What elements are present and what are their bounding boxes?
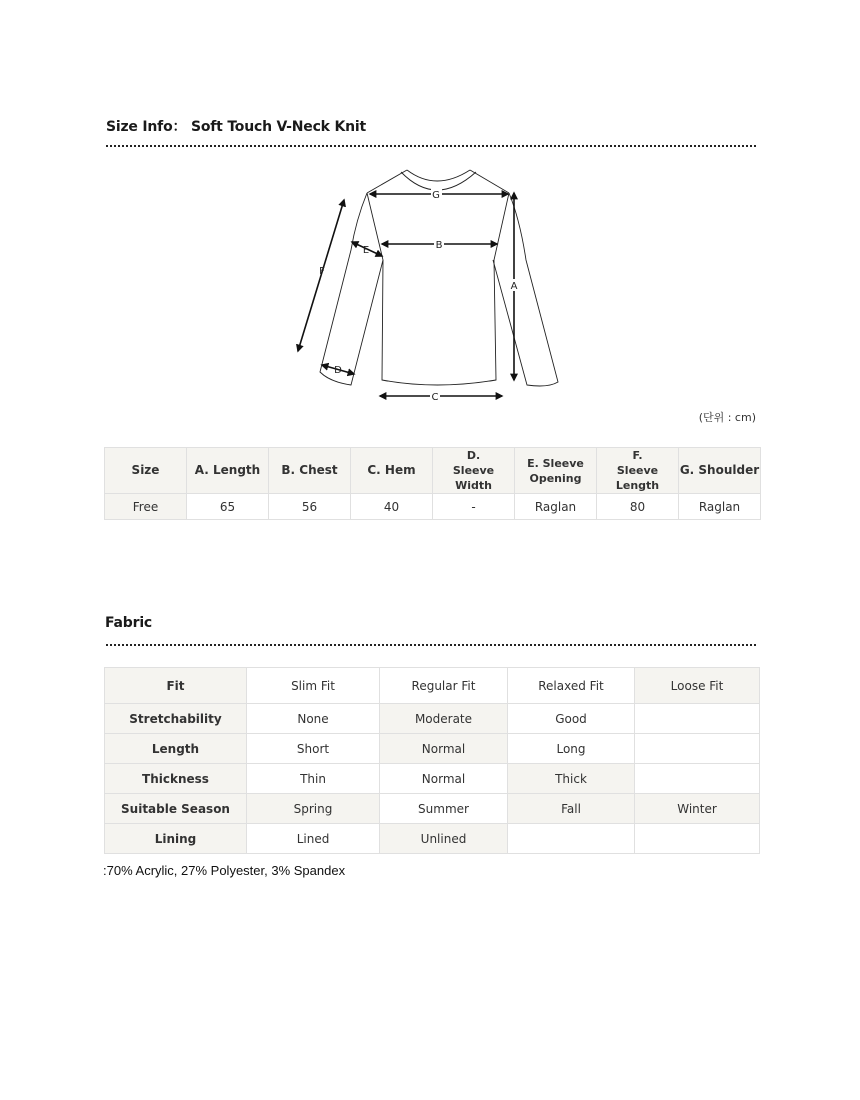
fabric-label-stretchability: Stretchability <box>105 704 247 734</box>
header-sleeve-length: F. Sleeve Length <box>597 448 679 494</box>
stretch-option-good: Good <box>508 704 635 734</box>
cell-size: Free <box>105 494 187 520</box>
fabric-label-fit: Fit <box>105 668 247 704</box>
thickness-option-thick-selected: Thick <box>508 764 635 794</box>
header-sleeve-opening: E. Sleeve Opening <box>515 448 597 494</box>
cell-sleeve-opening: Raglan <box>515 494 597 520</box>
garment-measurement-diagram <box>290 160 570 410</box>
season-option-spring-selected: Spring <box>247 794 380 824</box>
size-table <box>104 447 761 520</box>
fabric-row-length <box>105 734 760 764</box>
season-option-fall-selected: Fall <box>508 794 635 824</box>
cell-hem: 40 <box>351 494 433 520</box>
fabric-title: Fabric <box>105 615 153 631</box>
table-row <box>105 494 761 520</box>
length-option-long: Long <box>508 734 635 764</box>
header-length: A. Length <box>187 448 269 494</box>
fabric-row-fit <box>105 668 760 704</box>
fit-option-regular: Regular Fit <box>380 668 508 704</box>
fabric-label-season: Suitable Season <box>105 794 247 824</box>
fabric-row-season <box>105 794 760 824</box>
fit-option-loose-selected: Loose Fit <box>635 668 760 704</box>
length-option-normal-selected: Normal <box>380 734 508 764</box>
header-size: Size <box>105 448 187 494</box>
cell-length: 65 <box>187 494 269 520</box>
stretch-option-empty <box>635 704 760 734</box>
season-option-summer: Summer <box>380 794 508 824</box>
fabric-label-thickness: Thickness <box>105 764 247 794</box>
length-option-short: Short <box>247 734 380 764</box>
label-f: F <box>319 266 325 277</box>
label-a: A <box>510 281 518 292</box>
stretch-option-moderate-selected: Moderate <box>380 704 508 734</box>
fabric-label-length: Length <box>105 734 247 764</box>
fabric-table <box>104 667 760 854</box>
cell-sleeve-length: 80 <box>597 494 679 520</box>
lining-option-empty-1 <box>508 824 635 854</box>
label-d: D <box>334 365 342 376</box>
stretch-option-none: None <box>247 704 380 734</box>
label-e: E <box>362 245 370 256</box>
fabric-row-thickness <box>105 764 760 794</box>
size-info-title: Size Info： Soft Touch V-Neck Knit <box>106 119 366 135</box>
fit-option-slim: Slim Fit <box>247 668 380 704</box>
thickness-option-normal: Normal <box>380 764 508 794</box>
fabric-divider <box>106 644 756 646</box>
header-shoulder: G. Shoulder <box>679 448 761 494</box>
label-b: B <box>435 240 443 251</box>
lining-option-empty-2 <box>635 824 760 854</box>
season-option-winter-selected: Winter <box>635 794 760 824</box>
label-c: C <box>431 392 439 403</box>
length-option-empty <box>635 734 760 764</box>
cell-shoulder: Raglan <box>679 494 761 520</box>
size-table-header <box>105 448 761 494</box>
cell-chest: 56 <box>269 494 351 520</box>
size-info-divider <box>106 145 756 147</box>
thickness-option-empty <box>635 764 760 794</box>
lining-option-lined: Lined <box>247 824 380 854</box>
fit-option-relaxed: Relaxed Fit <box>508 668 635 704</box>
fabric-row-stretchability <box>105 704 760 734</box>
unit-note: (단위 : cm) <box>698 411 756 424</box>
thickness-option-thin: Thin <box>247 764 380 794</box>
header-sleeve-width: D. Sleeve Width <box>433 448 515 494</box>
cell-sleeve-width: - <box>433 494 515 520</box>
fabric-row-lining <box>105 824 760 854</box>
label-g: G <box>432 190 440 201</box>
fabric-composition: :70% Acrylic, 27% Polyester, 3% Spandex <box>103 863 346 878</box>
header-hem: C. Hem <box>351 448 433 494</box>
lining-option-unlined-selected: Unlined <box>380 824 508 854</box>
header-chest: B. Chest <box>269 448 351 494</box>
fabric-label-lining: Lining <box>105 824 247 854</box>
